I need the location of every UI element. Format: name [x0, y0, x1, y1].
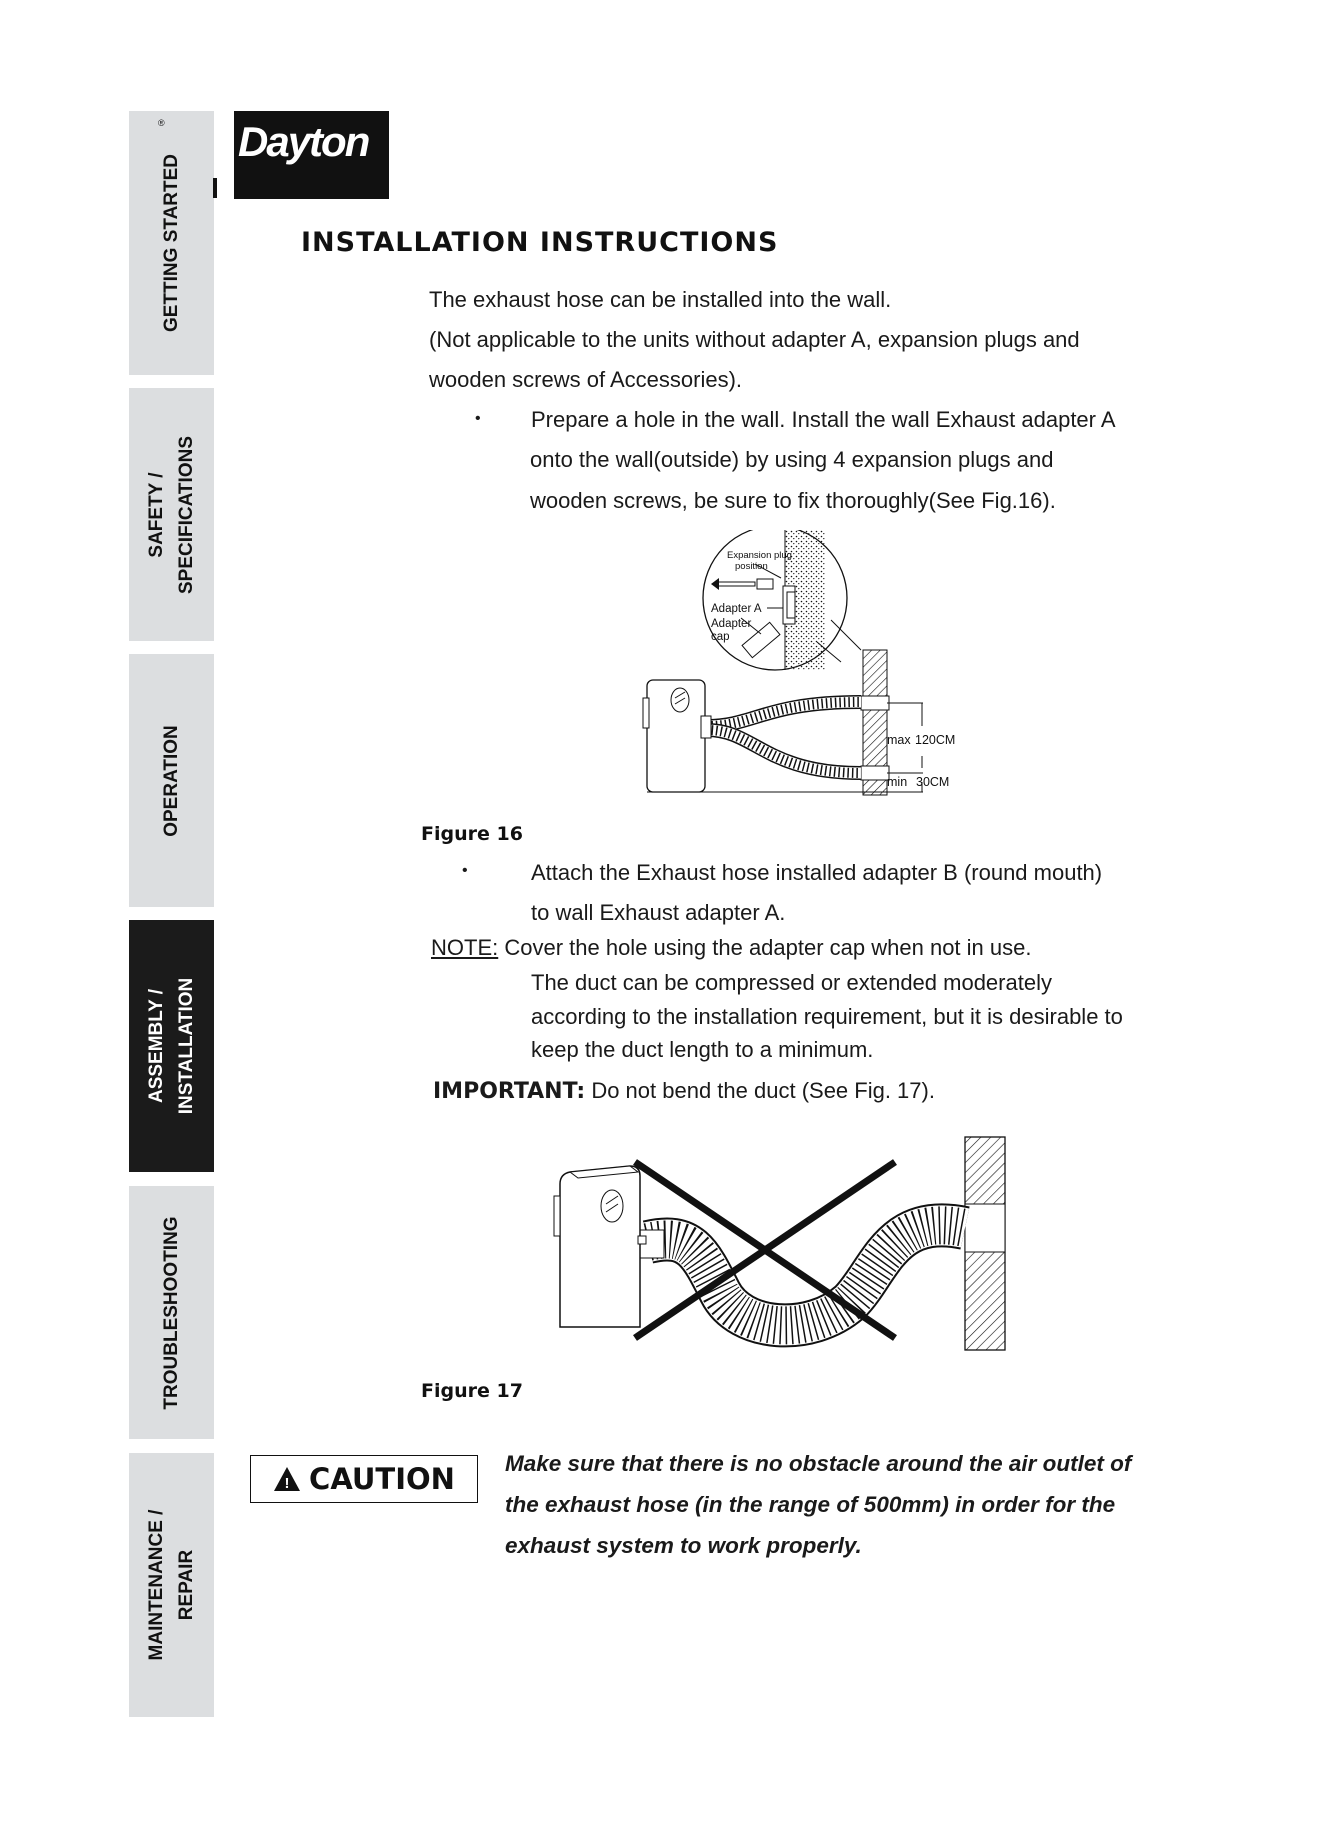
tab-troubleshooting[interactable]: [129, 1186, 214, 1439]
tab-label: SAFETY / SPECIFICATIONS: [145, 435, 197, 594]
note-label: NOTE:: [431, 935, 499, 960]
callout-adapter: Adapter: [711, 618, 752, 630]
caution-line: the exhaust hose (in the range of 500mm) in order for the: [505, 1492, 1116, 1517]
callout-cap: cap: [711, 631, 730, 643]
bullet-dot: •: [475, 410, 481, 427]
logo-text: Dayton: [238, 118, 369, 165]
tab-label: MAINTENANCE / REPAIR: [145, 1509, 197, 1661]
figure-17-label: Figure 17: [421, 1380, 523, 1402]
tab-label: OPERATION: [160, 724, 182, 837]
bullet-dot: •: [462, 862, 468, 879]
dayton-logo: [234, 111, 389, 199]
warning-triangle-icon: [273, 1466, 301, 1492]
svg-text:!: !: [284, 1475, 290, 1492]
bullet-line: wooden screws, be sure to fix thoroughly(See Fig.16).: [530, 488, 1056, 513]
intro-line: wooden screws of Accessories).: [429, 367, 743, 392]
note-line: keep the duct length to a minimum.: [531, 1037, 874, 1062]
dim-min-value: 30CM: [916, 775, 950, 789]
caution-label: CAUTION: [309, 1462, 455, 1496]
bullet-line: Prepare a hole in the wall. Install the wall Exhaust adapter A: [531, 407, 1116, 432]
tab-safety-specifications[interactable]: [129, 388, 214, 641]
figure-17-diagram: [550, 1132, 1010, 1352]
tab-label: ASSEMBLY / INSTALLATION: [145, 977, 197, 1115]
page-title: INSTALLATION INSTRUCTIONS: [301, 227, 779, 258]
tab-assembly-installation[interactable]: [129, 920, 214, 1172]
note-line: The duct can be compressed or extended moderately: [531, 970, 1052, 995]
callout-adapter-a: Adapter A: [711, 603, 762, 615]
tab-getting-started[interactable]: [129, 111, 214, 375]
dim-max-label: max: [887, 733, 911, 747]
caution-line: exhaust system to work properly.: [505, 1533, 862, 1558]
note-line: according to the installation requirement, but it is desirable to: [531, 1004, 1123, 1029]
caution-line: Make sure that there is no obstacle around the air outlet of: [505, 1451, 1132, 1476]
note-line: [431, 934, 1031, 962]
tab-label: GETTING STARTED: [160, 153, 182, 333]
note-text: Cover the hole using the adapter cap when not in use.: [498, 935, 1032, 960]
registered-mark: ®: [158, 118, 165, 128]
figure-16-diagram: [635, 530, 980, 800]
callout-expansion-plug: Expansion plug: [727, 550, 792, 561]
callout-position: position: [735, 561, 768, 572]
bullet-line: onto the wall(outside) by using 4 expansion plugs and: [530, 447, 1054, 472]
bullet-line: to wall Exhaust adapter A.: [531, 900, 786, 925]
dim-max-value: 120CM: [915, 733, 956, 747]
important-label: IMPORTANT:: [433, 1079, 586, 1104]
bullet-line: Attach the Exhaust hose installed adapter B (round mouth): [531, 860, 1103, 885]
tab-maintenance-repair[interactable]: [129, 1453, 214, 1717]
caution-badge: [250, 1455, 478, 1503]
figure-16-label: Figure 16: [421, 823, 523, 845]
dim-min-label: min: [887, 775, 908, 789]
tab-operation[interactable]: [129, 654, 214, 907]
intro-line: (Not applicable to the units without adapter A, expansion plugs and: [429, 327, 1080, 352]
tab-label: TROUBLESHOOTING: [160, 1215, 182, 1410]
important-text: Do not bend the duct (See Fig. 17).: [585, 1078, 935, 1103]
intro-line: The exhaust hose can be installed into the wall.: [429, 287, 892, 312]
important-line: [433, 1077, 935, 1106]
logo-mark: [213, 178, 217, 198]
